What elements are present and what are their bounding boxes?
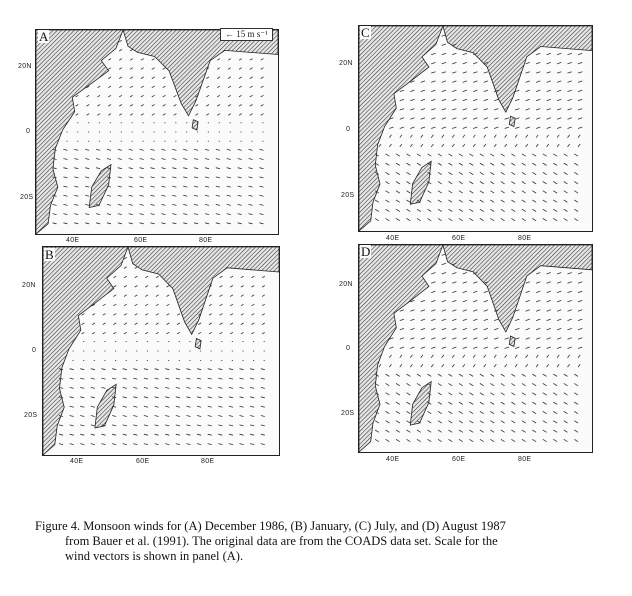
lon-tick: 80E — [518, 456, 532, 463]
lat-tick: 0 — [26, 128, 31, 135]
lon-tick: 60E — [134, 237, 148, 244]
lon-tick: 40E — [386, 235, 400, 242]
lat-tick: 20S — [24, 412, 38, 419]
wind-map-c — [359, 26, 592, 231]
panel-label-c: C — [361, 25, 370, 40]
caption-line-2: from Bauer et al. (1991). The original data are from the COADS data set. Scale for the — [65, 534, 498, 548]
caption-line-1: Figure 4. Monsoon winds for (A) December 1986, (B) January, (C) July, and (D) August 1987 — [35, 519, 506, 533]
lon-tick: 80E — [518, 235, 532, 242]
map-frame-c — [358, 25, 593, 232]
lat-tick: 0 — [346, 126, 351, 133]
lat-tick: 20N — [18, 63, 32, 70]
lat-tick: 20N — [339, 281, 353, 288]
wind-map-a — [36, 30, 278, 234]
panel-label-a: A — [39, 29, 49, 44]
wind-map-b — [43, 247, 279, 455]
lat-tick: 0 — [346, 345, 351, 352]
map-frame-b — [42, 246, 280, 456]
panel-label-d: D — [361, 244, 371, 259]
lon-tick: 40E — [66, 237, 80, 244]
lat-tick: 0 — [32, 347, 37, 354]
lon-tick: 80E — [201, 458, 215, 465]
lat-tick: 20N — [339, 60, 353, 67]
lat-tick: 20S — [20, 194, 34, 201]
lat-tick: 20N — [22, 282, 36, 289]
lon-tick: 60E — [452, 235, 466, 242]
panel-label-b: B — [45, 247, 54, 262]
figure-caption — [35, 519, 605, 564]
lat-tick: 20S — [341, 410, 355, 417]
lon-tick: 40E — [386, 456, 400, 463]
lat-tick: 20S — [341, 192, 355, 199]
lon-tick: 60E — [452, 456, 466, 463]
map-frame-a — [35, 29, 279, 235]
wind-map-d — [359, 245, 592, 452]
wind-scale-legend: ← 15 m s⁻¹ — [220, 28, 273, 41]
caption-line-3: wind vectors is shown in panel (A). — [65, 549, 244, 563]
lon-tick: 40E — [70, 458, 84, 465]
lon-tick: 80E — [199, 237, 213, 244]
map-frame-d — [358, 244, 593, 453]
lon-tick: 60E — [136, 458, 150, 465]
